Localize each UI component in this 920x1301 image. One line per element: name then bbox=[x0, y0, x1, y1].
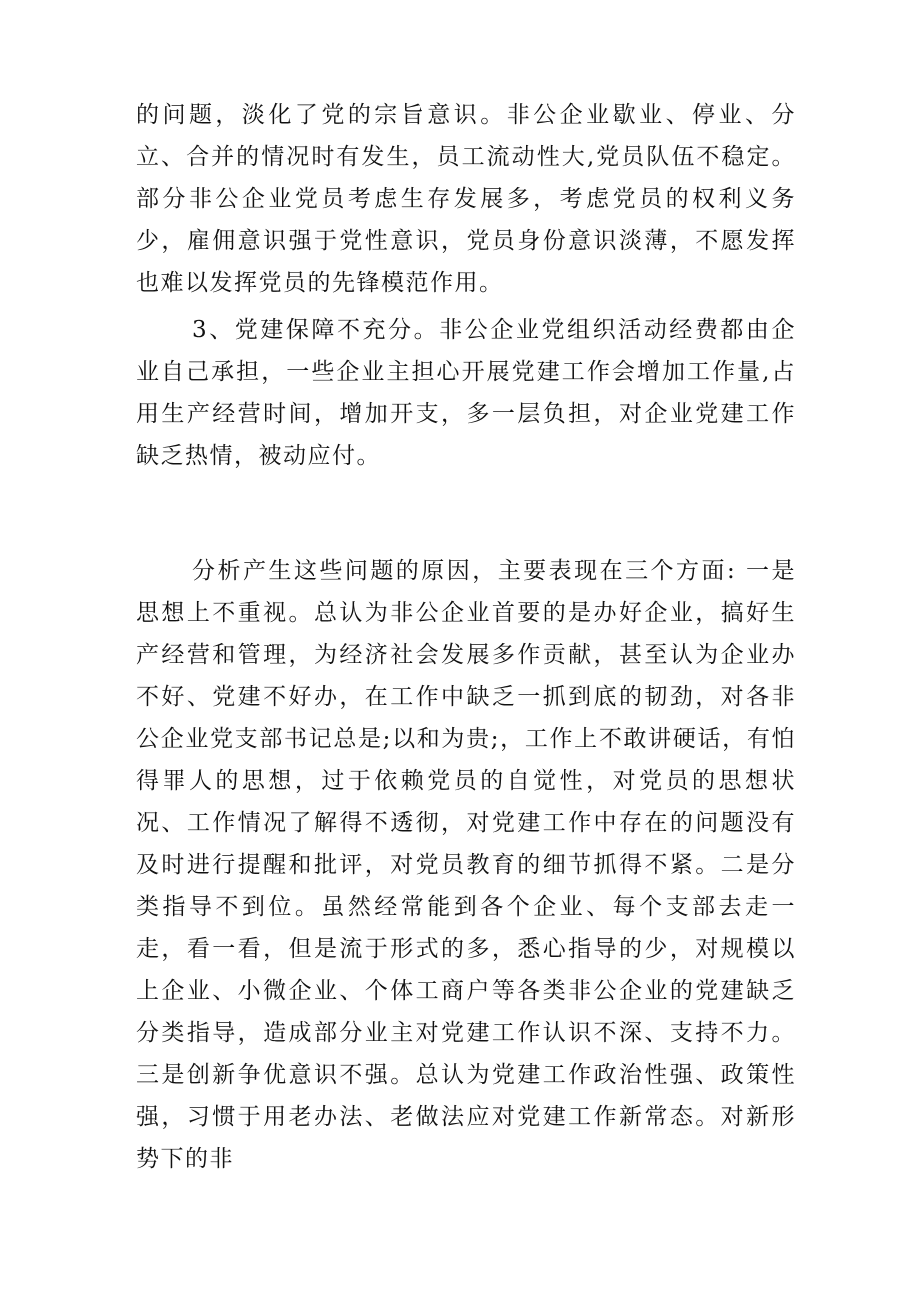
paragraph-party-building-support: 3、党建保障不充分。非公企业党组织活动经费都由企业自己承担，一些企业主担心开展党建工作会增加工作量,占用生产经营时间，增加开支，多一层负担，对企业党建工作缺乏热情，被动应付。 bbox=[136, 317, 796, 469]
paragraph-cause-analysis: 分析产生这些问题的原因，主要表现在三个方面: 一是思想上不重视。总认为非公企业首要的是办好企业，搞好生产经营和管理，为经济社会发展多作贡献，甚至认为企业办不好、党建不好办，在工作中缺乏一抓到底的韧劲，对各非公企业党支部书记总是;以和为贵;，工作上不敢讲硬话，有怕得罪人的思想，过于依赖党员的自觉性，对党员的思想状况、工作情况了解得不透彻，对党建工作中存在的问题没有及时进行提醒和批评，对党员教育的细节抓得不紧。二是分类指导不到位。虽然经常能到各个企业、每个支部去走一走，看一看，但是流于形式的多，悉心指导的少，对规模以上企业、小微企业、个体工商户等各类非公企业的党建缺乏分类指导，造成部分业主对党建工作认识不深、支持不力。三是创新争优意识不强。总认为党建工作政治性强、政策性强，习惯于用老办法、老做法应对党建工作新常态。对新形势下的非 bbox=[136, 558, 796, 1172]
paragraph-continuation: 的问题，淡化了党的宗旨意识。非公企业歇业、停业、分立、合并的情况时有发生，员工流动性大,党员队伍不稳定。部分非公企业党员考虑生存发展多，考虑党员的权利义务少，雇佣意识强于党性意识，党员身份意识淡薄，不愿发挥也难以发挥党员的先锋模范作用。 bbox=[136, 102, 796, 296]
